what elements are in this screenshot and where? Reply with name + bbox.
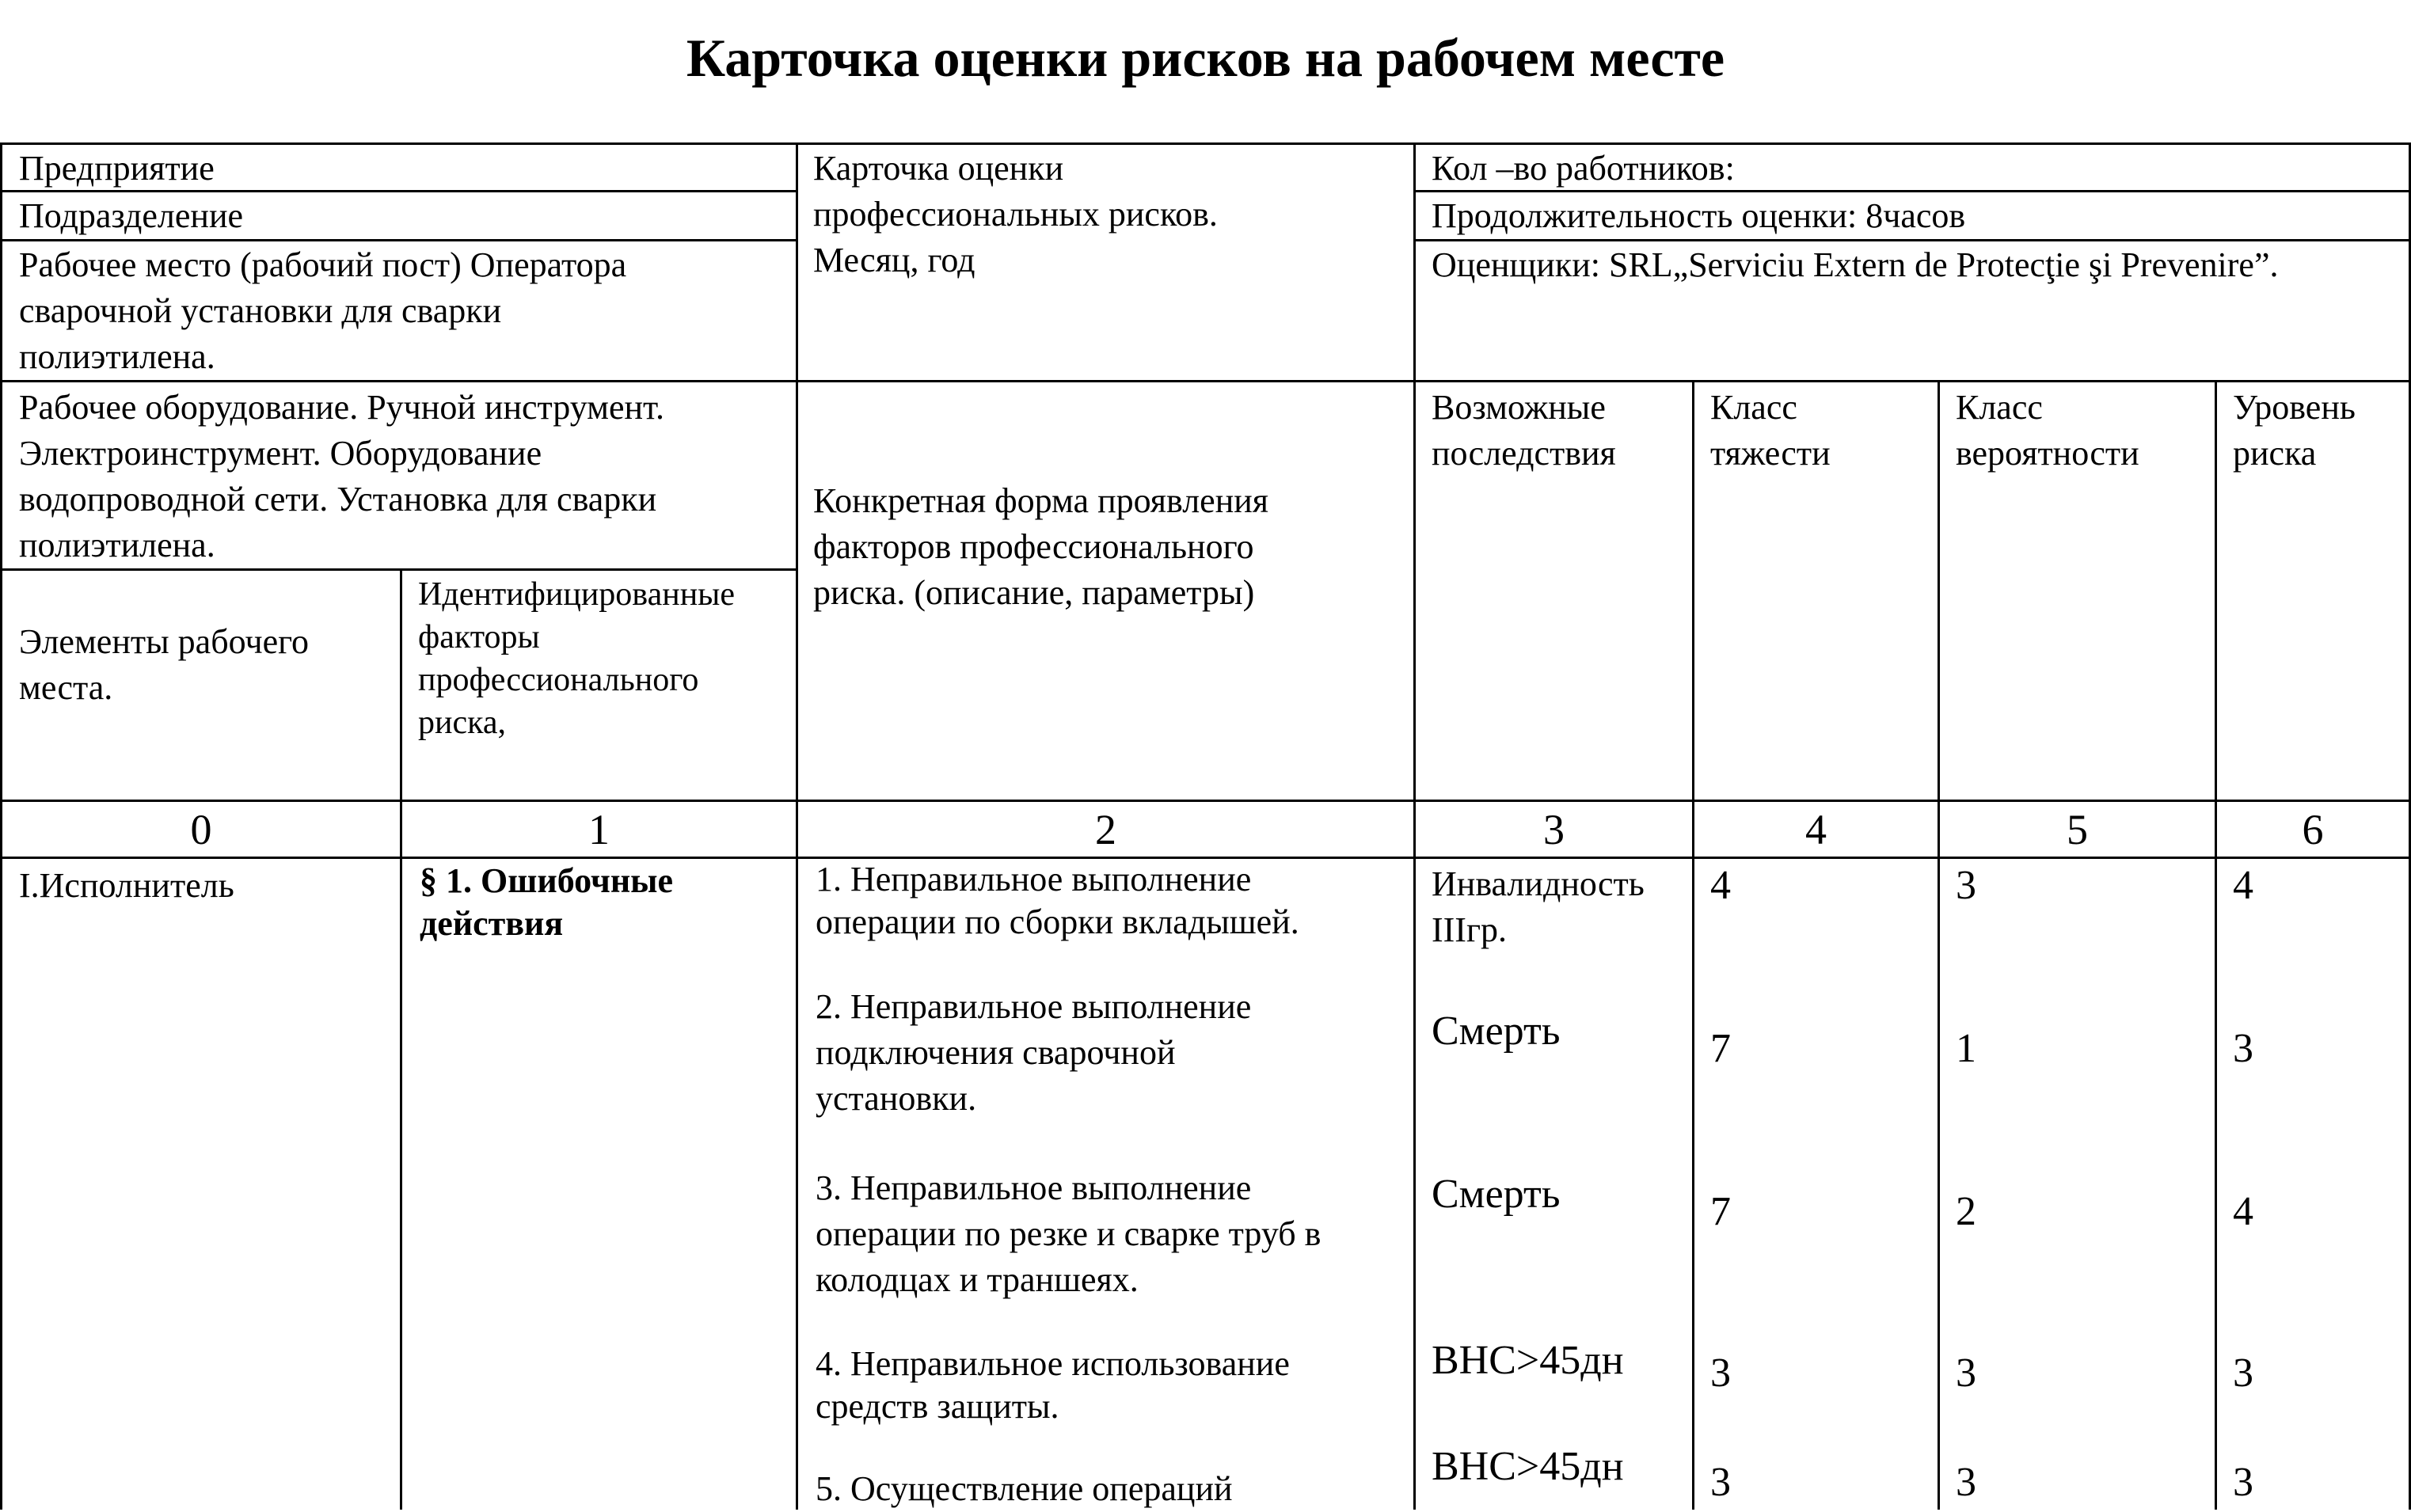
workers-count-label: Кол –во работников:	[1432, 149, 1735, 188]
severity-class: 7	[1710, 1189, 1731, 1234]
column-divider	[1938, 380, 1940, 1510]
risk-consequence: Смерть	[1432, 1172, 1561, 1217]
consequences-header: Возможные последствия	[1432, 388, 1616, 473]
risk-level: 3	[2233, 1026, 2253, 1071]
risk-level: 4	[2233, 1189, 2253, 1234]
row-divider	[0, 568, 796, 571]
severity-class: 3	[1710, 1351, 1731, 1396]
risk-consequence: ВНС>45дн	[1432, 1338, 1624, 1383]
column-divider	[2215, 380, 2217, 1510]
column-number: 0	[190, 806, 212, 853]
enterprise-label: Предприятие	[19, 149, 215, 188]
table-border-top	[0, 142, 2411, 145]
duration-label: Продолжительность оценки: 8часов	[1432, 196, 1966, 235]
severity-header: Класс тяжести	[1710, 388, 1831, 473]
assessors-label: Оценщики: SRL„Serviciu Extern de Protecţie şi Prevenire”.	[1432, 245, 2279, 284]
probability-class: 1	[1956, 1026, 1976, 1071]
risk-description: 1. Неправильное выполнение операции по сборки вкладышей.	[816, 860, 1299, 941]
division-label: Подразделение	[19, 196, 244, 235]
document-title: Карточка оценки рисков на рабочем месте	[686, 28, 1725, 88]
risk-consequence: Смерть	[1432, 1009, 1561, 1054]
factors-header: Идентифицированные факторы профессионального риска,	[418, 576, 736, 741]
severity-class: 7	[1710, 1026, 1731, 1071]
row-divider	[0, 239, 796, 241]
risk-factor: § 1. Ошибочные действия	[420, 861, 674, 943]
workplace-element: I.Исполнитель	[19, 866, 234, 905]
column-number: 3	[1543, 806, 1565, 853]
probability-header: Класс вероятности	[1956, 388, 2139, 473]
risk-description: 5. Осуществление операций	[816, 1469, 1233, 1508]
column-number: 6	[2302, 806, 2324, 853]
probability-class: 3	[1956, 1351, 1976, 1396]
card-label: Карточка оценки профессиональных рисков. Месяц, год	[813, 149, 1218, 279]
probability-class: 2	[1956, 1189, 1976, 1234]
risk-level: 3	[2233, 1460, 2253, 1505]
risk-level-header: Уровень риска	[2233, 388, 2356, 473]
severity-class: 3	[1710, 1460, 1731, 1505]
severity-class: 4	[1710, 863, 1731, 908]
risk-description: 4. Неправильное использование средств защиты.	[816, 1344, 1290, 1426]
elements-header: Элементы рабочего места.	[19, 622, 310, 707]
probability-class: 3	[1956, 863, 1976, 908]
column-number: 1	[588, 806, 610, 853]
probability-class: 3	[1956, 1460, 1976, 1505]
column-number: 2	[1095, 806, 1116, 853]
workplace-label: Рабочее место (рабочий пост) Оператора сварочной установки для сварки полиэтилена.	[19, 245, 627, 376]
risk-consequence: Инвалидность IIIгр.	[1432, 864, 1645, 949]
equipment-header: Рабочее оборудование. Ручной инструмент. Электроинструмент. Оборудование водопроводной сети. Установка для сварки полиэтилена.	[19, 388, 664, 564]
row-divider	[0, 380, 2411, 382]
row-divider	[1413, 239, 2411, 241]
risk-level: 3	[2233, 1351, 2253, 1396]
column-divider	[1692, 380, 1694, 1510]
column-divider	[400, 568, 402, 1510]
risk-description: 2. Неправильное выполнение подключения сварочной установки.	[816, 987, 1252, 1118]
column-number: 5	[2067, 806, 2088, 853]
risk-consequence: ВНС>45дн	[1432, 1444, 1624, 1489]
risk-level: 4	[2233, 863, 2253, 908]
column-number: 4	[1805, 806, 1827, 853]
form-header: Конкретная форма проявления факторов профессионального риска. (описание, параметры)	[813, 481, 1269, 612]
risk-description: 3. Неправильное выполнение операции по резке и сварке труб в колодцах и траншеях.	[816, 1168, 1321, 1299]
